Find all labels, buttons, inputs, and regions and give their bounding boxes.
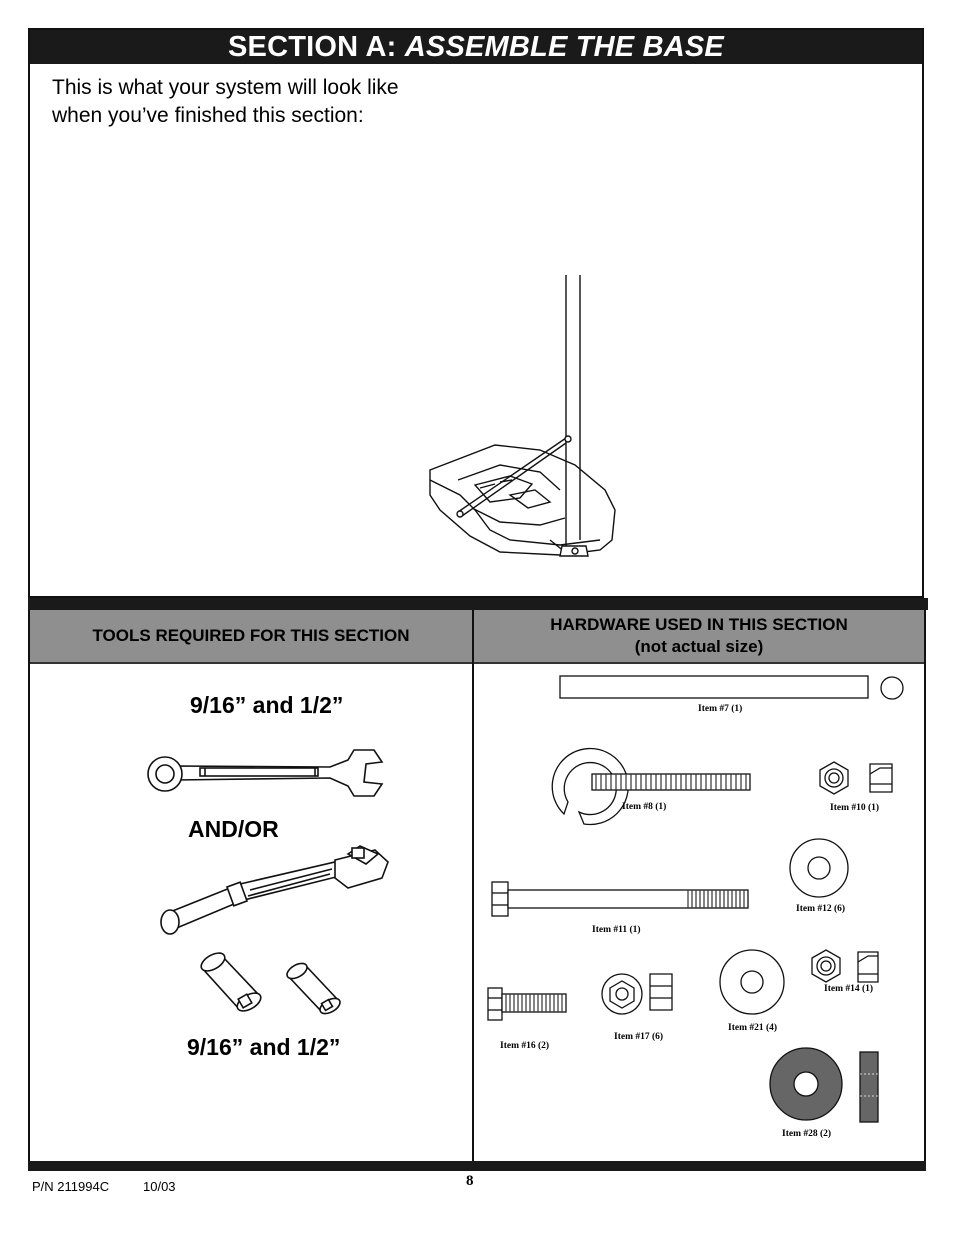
large-washer-icon xyxy=(720,950,784,1014)
tools-panel xyxy=(28,610,474,1162)
section-overview-box xyxy=(28,28,924,598)
assembled-base-illustration xyxy=(400,240,620,560)
hardware-illustrations xyxy=(474,664,924,1162)
small-lock-nut-icon xyxy=(812,950,878,982)
combination-wrench-icon xyxy=(148,750,382,796)
item-28-label: Item #28 (2) xyxy=(782,1129,832,1139)
intro-text xyxy=(52,74,472,130)
hardware-heading-line2: (not actual size) xyxy=(634,637,764,656)
lock-nut-icon xyxy=(820,762,892,794)
and-or-label: AND/OR xyxy=(188,816,279,842)
item-10-label: Item #10 (1) xyxy=(830,803,880,813)
socket-large-icon xyxy=(198,949,264,1014)
item-8-label: Item #8 (1) xyxy=(622,802,667,812)
item-14-label: Item #14 (1) xyxy=(824,984,874,994)
item-11-label: Item #11 (1) xyxy=(592,925,641,935)
tools-heading: TOOLS REQUIRED FOR THIS SECTION xyxy=(30,610,472,664)
tools-illustrations xyxy=(30,664,472,1162)
spacer-washer-icon xyxy=(770,1048,878,1122)
ratchet-icon xyxy=(161,846,388,934)
eye-bolt-icon xyxy=(552,749,750,825)
washer-icon xyxy=(790,839,848,897)
item-12-label: Item #12 (6) xyxy=(796,904,846,914)
revision-date: 10/03 xyxy=(143,1179,176,1194)
hex-bolt-short-icon xyxy=(488,988,566,1020)
hardware-heading-line1: HARDWARE USED IN THIS SECTION xyxy=(550,615,848,634)
item-16-label: Item #16 (2) xyxy=(500,1041,550,1051)
intro-line-2: when you’ve finished this section: xyxy=(52,104,364,127)
flange-nut-icon xyxy=(602,974,672,1014)
socket-small-icon xyxy=(284,960,342,1016)
item-7-label: Item #7 (1) xyxy=(698,704,743,714)
socket-size-label: 9/16” and 1/2” xyxy=(187,1034,341,1060)
hex-bolt-long-icon xyxy=(492,882,748,916)
item-21-label: Item #21 (4) xyxy=(728,1023,778,1033)
rod-icon xyxy=(560,676,903,699)
hardware-heading xyxy=(474,610,924,664)
wrench-size-label: 9/16” and 1/2” xyxy=(190,692,344,718)
hardware-panel xyxy=(472,610,926,1162)
part-number: P/N 211994C xyxy=(32,1179,110,1194)
intro-line-1: This is what your system will look like xyxy=(52,76,399,99)
section-title xyxy=(30,30,922,64)
section-title-emphasis: ASSEMBLE THE BASE xyxy=(404,31,724,63)
section-title-prefix: SECTION A: xyxy=(228,31,405,63)
page-number: 8 xyxy=(466,1173,474,1189)
item-17-label: Item #17 (6) xyxy=(614,1032,664,1042)
bottom-divider xyxy=(28,1161,926,1171)
section-divider xyxy=(28,598,928,610)
